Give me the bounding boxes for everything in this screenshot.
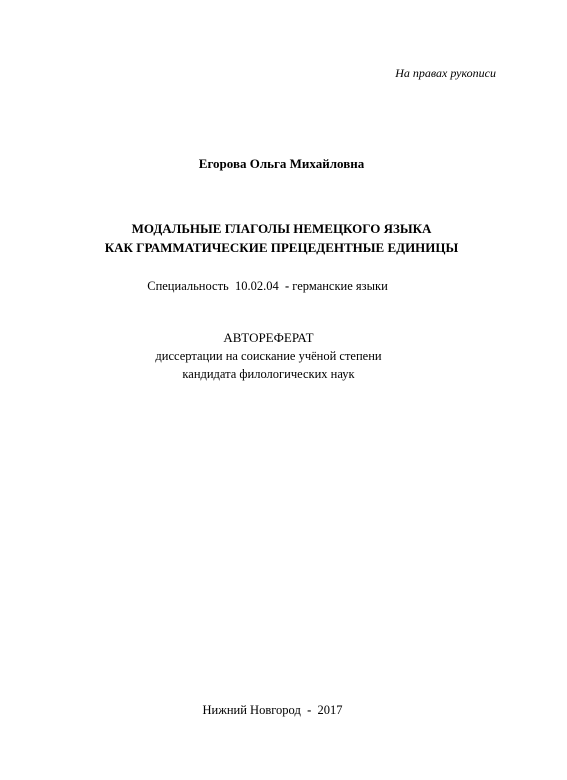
city: Нижний Новгород <box>202 703 301 717</box>
title-line-2: КАК ГРАММАТИЧЕСКИЕ ПРЕЦЕДЕНТНЫЕ ЕДИНИЦЫ <box>104 240 459 255</box>
year: 2017 <box>317 703 343 717</box>
document-type: АВТОРЕФЕРАТ <box>223 330 314 345</box>
degree-line-2: кандидата филологических наук <box>182 367 355 381</box>
degree-line-1: диссертации на соискание учёной степени <box>155 349 382 363</box>
specialty-line <box>0 280 551 293</box>
specialty-separator: - <box>285 279 290 293</box>
specialty-code: 10.02.04 <box>235 279 279 293</box>
specialty-name: германские языки <box>292 279 388 293</box>
author-name: Егорова Ольга Михайловна <box>198 156 365 171</box>
place-year <box>0 704 556 717</box>
title-line-1: МОДАЛЬНЫЕ ГЛАГОЛЫ НЕМЕЦКОГО ЯЗЫКА <box>131 221 432 236</box>
specialty-label: Специальность <box>147 279 229 293</box>
footer-separator: - <box>307 703 312 717</box>
rights-note: На правах рукописи <box>395 66 496 80</box>
